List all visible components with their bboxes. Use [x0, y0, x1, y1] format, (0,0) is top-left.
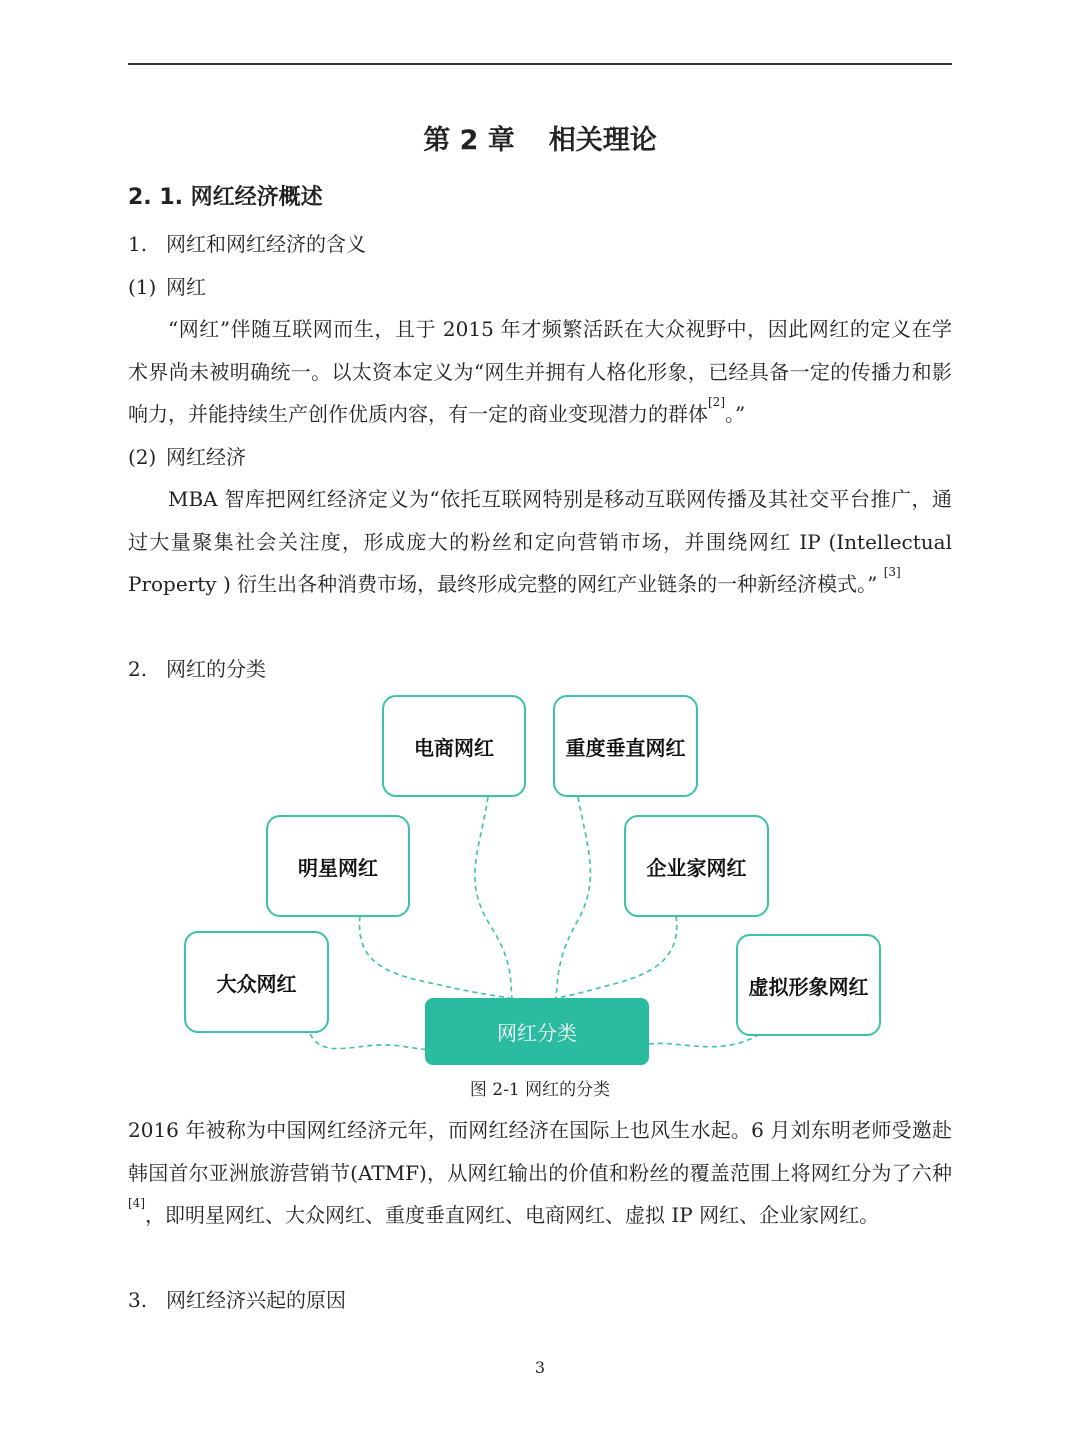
node-ecommerce: 电商网红 — [382, 695, 526, 797]
subitem-text: 网红经济 — [166, 445, 246, 469]
subitem-1 — [128, 272, 206, 302]
chapter-title: 相关理论 — [548, 125, 657, 156]
list-text: 网红的分类 — [166, 657, 266, 681]
paragraph-text: “网红”伴随互联网而生，且于 2015 年才频繁活跃在大众视野中，因此网红的定义在学术界尚未被明确统一。以太资本定义为“网生并拥有人格化形象，已经具备一定的传播力和影响力，并能持续生产创作优质内容，有一定的商业变现潜力的群体 — [128, 317, 952, 426]
paragraph-tail: 。” — [725, 402, 746, 426]
node-virtual: 虚拟形象网红 — [736, 934, 881, 1036]
figure-caption: 图 2-1 网红的分类 — [469, 1080, 611, 1100]
list-number: 3. — [128, 1288, 148, 1312]
connector-line — [310, 1034, 428, 1050]
paragraph-text: 2016 年被称为中国网红经济元年，而网红经济在国际上也风生水起。6 月刘东明老师受邀赴韩国首尔亚洲旅游营销节(ATMF)，从网红输出的价值和粉丝的覆盖范围上将网红分为了六种 — [128, 1118, 952, 1185]
subitem-number: (2) — [128, 445, 157, 469]
list-item-2 — [128, 654, 266, 684]
header-rule — [128, 63, 952, 65]
node-celebrity: 明星网红 — [266, 815, 410, 917]
list-number: 1. — [128, 232, 148, 256]
paragraph-tail: ，即明星网红、大众网红、重度垂直网红、电商网红、虚拟 IP 网红、企业家网红。 — [145, 1203, 880, 1227]
node-public: 大众网红 — [184, 931, 329, 1033]
subitem-text: 网红 — [166, 275, 206, 299]
node-center: 网红分类 — [425, 998, 649, 1065]
list-number: 2. — [128, 657, 148, 681]
node-vertical: 重度垂直网红 — [553, 695, 698, 797]
paragraph-3 — [128, 1109, 952, 1237]
list-text: 网红和网红经济的含义 — [166, 232, 366, 256]
list-item-1 — [128, 229, 366, 259]
list-text: 网红经济兴起的原因 — [166, 1288, 346, 1312]
paragraph-1 — [128, 308, 952, 436]
list-item-3 — [128, 1285, 346, 1315]
node-entrepreneur: 企业家网红 — [624, 815, 769, 917]
chapter-label: 第 2 章 — [423, 125, 515, 156]
paragraph-text: MBA 智库把网红经济定义为“依托互联网特别是移动互联网传播及其社交平台推广，通过大量聚集社会关注度，形成庞大的粉丝和定向营销市场，并围绕网红 IP (Intellectual Property ) 衍生出各种消费市场，最终形成完整的网红产业链条的一种新经济模式。” — [128, 487, 952, 596]
connector-line — [555, 916, 677, 998]
section-title: 2. 1. 网红经济概述 — [128, 185, 323, 210]
chapter-heading — [0, 118, 1080, 157]
connector-line — [649, 1034, 760, 1047]
page-number: 3 — [534, 1358, 546, 1377]
connector-line — [556, 797, 590, 998]
paragraph-2 — [128, 478, 952, 606]
citation: [3] — [883, 565, 901, 579]
citation: [4] — [128, 1196, 145, 1210]
connector-line — [360, 916, 510, 998]
subitem-number: (1) — [128, 275, 157, 299]
citation: [2] — [708, 395, 725, 409]
subitem-2 — [128, 442, 246, 472]
connector-line — [475, 797, 512, 998]
